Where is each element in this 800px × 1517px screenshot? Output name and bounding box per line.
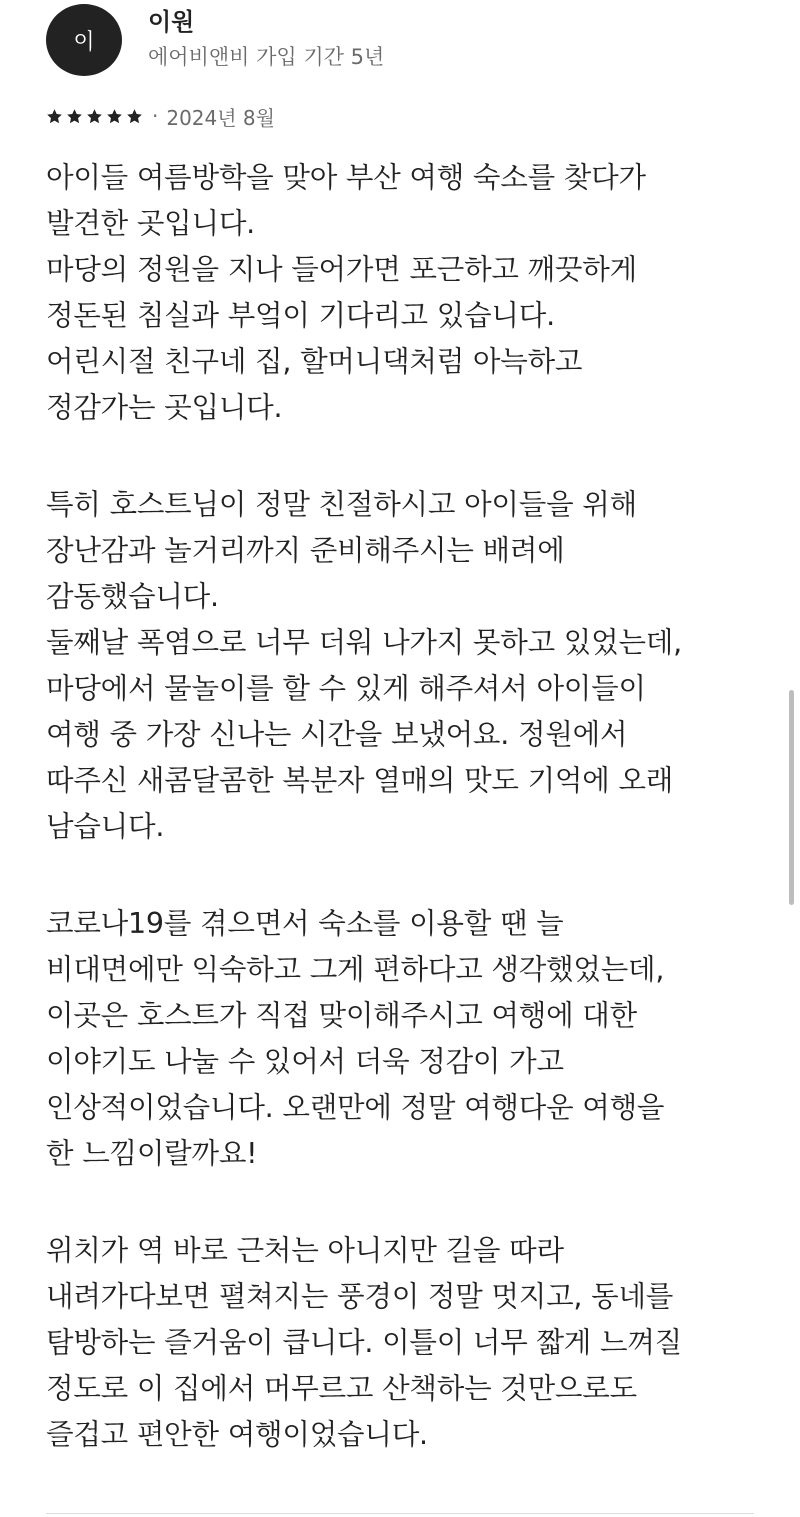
review-text-line: 여행 중 가장 신나는 시간을 보냈어요. 정원에서 [46, 718, 628, 751]
divider [46, 1513, 754, 1514]
star-rating [46, 108, 146, 125]
review-text-line: 위치가 역 바로 근처는 아니지만 길을 따라 [46, 1234, 564, 1267]
review-text-line: 비대면에만 익숙하고 그게 편하다고 생각했었는데, [46, 953, 665, 986]
review-text-line: 장난감과 놀거리까지 준비해주시는 배려에 [46, 534, 565, 567]
review-text-line: 마당에서 물놀이를 할 수 있게 해주셔서 아이들이 [46, 672, 646, 705]
star-icon [126, 108, 143, 125]
review-text-line: 아이들 여름방학을 맞아 부산 여행 숙소를 찾다가 [46, 161, 646, 194]
review-text-line: 이야기도 나눌 수 있어서 더욱 정감이 가고 [46, 1045, 564, 1078]
review-text-line: 내려가다보면 펼쳐지는 풍경이 정말 멋지고, 동네를 [46, 1280, 674, 1313]
star-icon [66, 108, 83, 125]
review-text-line: 정도로 이 집에서 머무르고 산책하는 것만으로도 [46, 1372, 637, 1405]
review-text-line: 남습니다. [46, 810, 165, 843]
review-text-line: 탐방하는 즐거움이 큽니다. 이틀이 너무 짧게 느껴질 [46, 1326, 682, 1359]
meta-separator: · [152, 104, 159, 128]
paragraph-gap [46, 431, 786, 482]
review-text-line: 한 느낌이랄까요! [46, 1137, 258, 1170]
review-text-line: 감동했습니다. [46, 580, 219, 613]
avatar[interactable] [46, 4, 122, 76]
review-text-line: 둘째날 폭염으로 너무 더워 나가지 못하고 있었는데, [46, 626, 682, 659]
review-text-line: 따주신 새콤달콤한 복분자 열매의 맛도 기억에 오래 [46, 764, 674, 797]
review-text-line: 정감가는 곳입니다. [46, 391, 283, 424]
reviewer-name[interactable]: 이원 [148, 8, 195, 36]
star-icon [86, 108, 103, 125]
review-text-line: 특히 호스트님이 정말 친절하시고 아이들을 위해 [46, 488, 637, 521]
avatar-initial: 이 [73, 29, 95, 55]
scrollbar-thumb[interactable] [789, 690, 794, 905]
paragraph-gap [46, 1177, 786, 1228]
review-text-line: 코로나19를 겪으면서 숙소를 이용할 땐 늘 [46, 907, 564, 940]
review-text-line: 발견한 곳입니다. [46, 207, 256, 240]
review-text-line: 이곳은 호스트가 직접 맞이해주시고 여행에 대한 [46, 999, 637, 1032]
review-text-line: 어린시절 친구네 집, 할머니댁처럼 아늑하고 [46, 345, 583, 378]
review-text-line: 정돈된 침실과 부엌이 기다리고 있습니다. [46, 299, 555, 332]
review-date: 2024년 8월 [166, 105, 275, 130]
review-text-line: 인상적이었습니다. 오랜만에 정말 여행다운 여행을 [46, 1091, 665, 1124]
review-body [46, 155, 786, 1458]
star-icon [46, 108, 63, 125]
review-meta [46, 100, 275, 132]
paragraph-gap [46, 850, 786, 901]
reviewer-tenure: 에어비앤비 가입 기간 5년 [148, 45, 385, 69]
star-icon [106, 108, 123, 125]
review-text-line: 마당의 정원을 지나 들어가면 포근하고 깨끗하게 [46, 253, 637, 286]
review-text-line: 즐겁고 편안한 여행이었습니다. [46, 1418, 428, 1451]
